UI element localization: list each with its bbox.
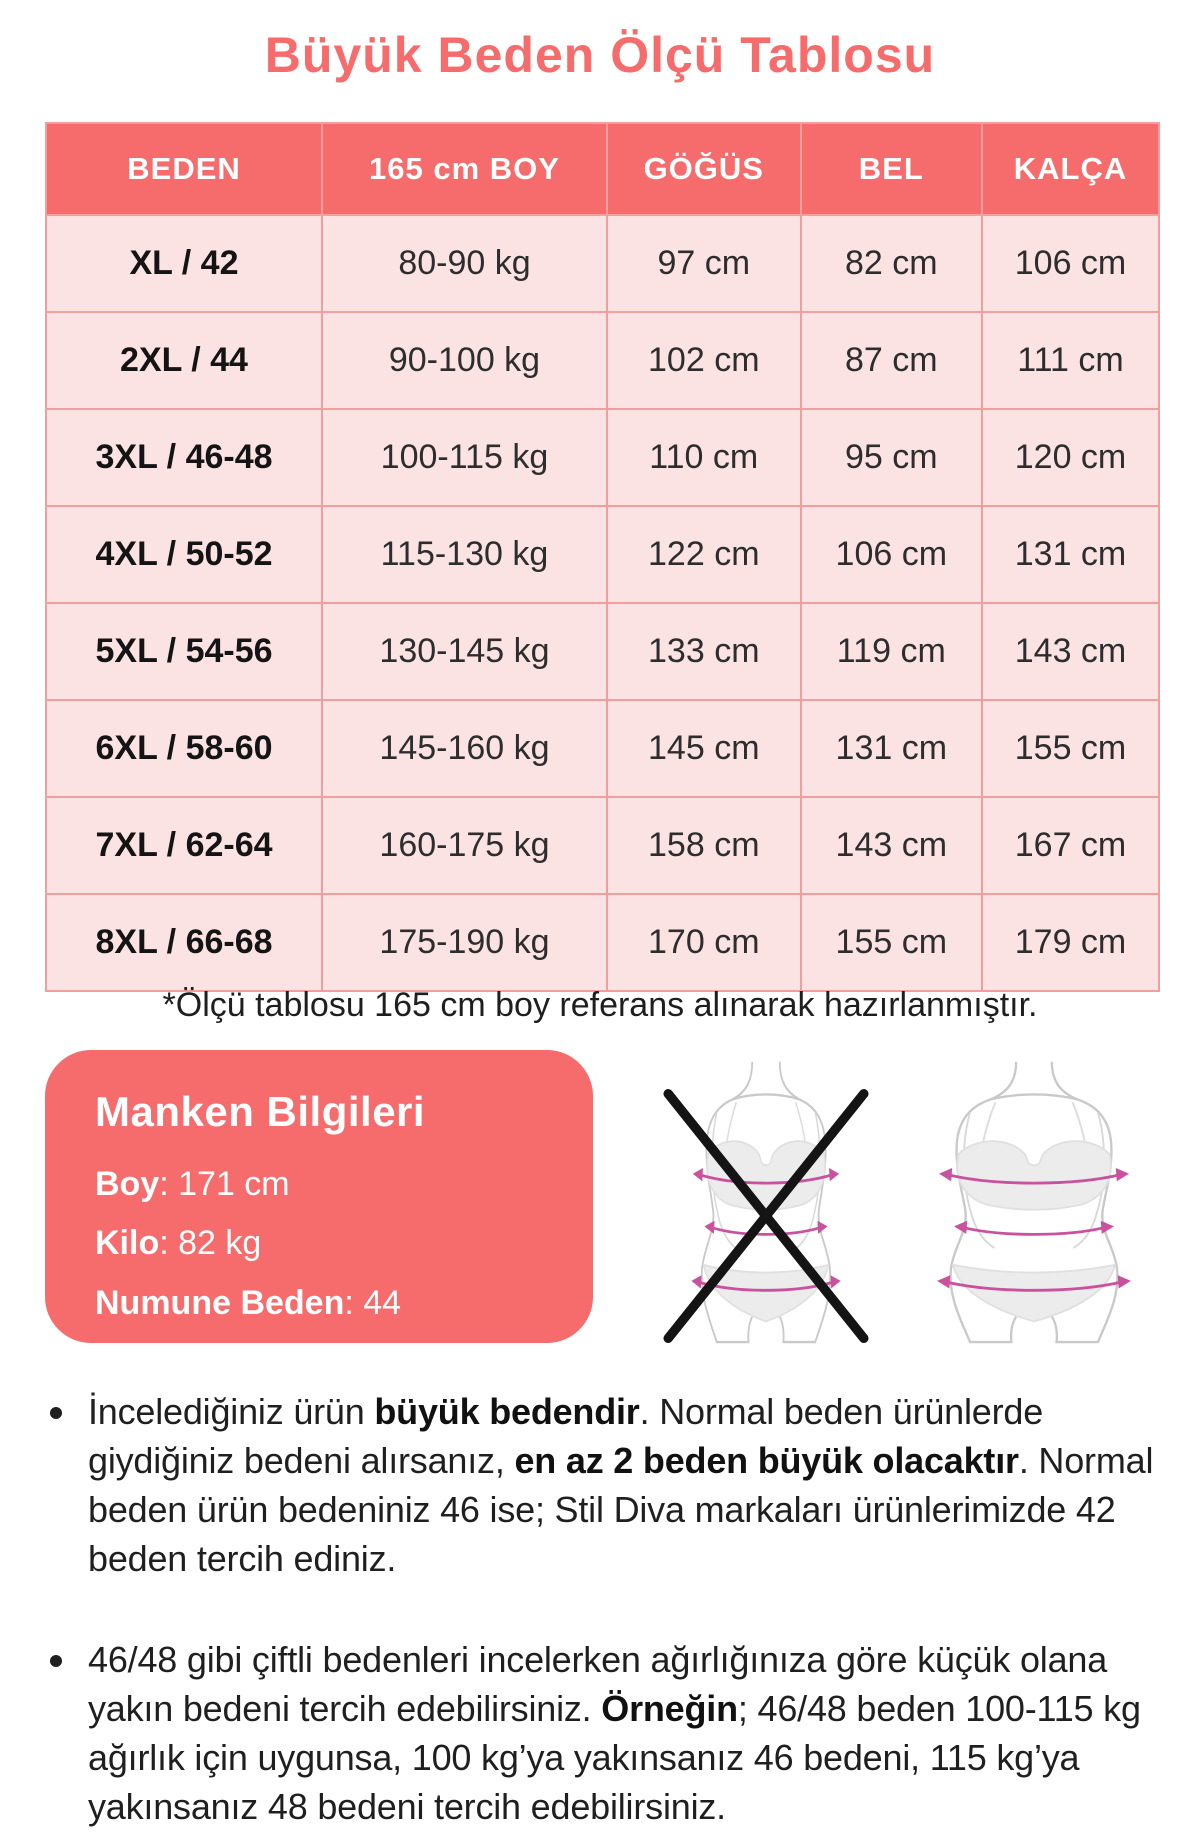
table-row xyxy=(46,797,1159,894)
note-item xyxy=(48,1636,1170,1832)
measure-cell: 160-175 kg xyxy=(322,797,607,894)
measure-cell: 82 cm xyxy=(801,215,982,312)
measure-cell: 130-145 kg xyxy=(322,603,607,700)
size-cell: XL / 42 xyxy=(46,215,322,312)
measure-cell: 97 cm xyxy=(607,215,801,312)
bullet-dot xyxy=(50,1407,62,1419)
note-text: 46/48 gibi çiftli bedenleri incelerken ağırlığınıza göre küçük olana yakın bedeni tercih edebilirsiniz. Örneğin; 46/48 beden 100-115 kg ağırlık için uygunsa, 100 kg’ya yakınsanız 46 bedeni, 115 kg’ya yakınsanız 48 bedeni tercih edebilirsiniz. xyxy=(88,1638,1141,1827)
size-cell: 4XL / 50-52 xyxy=(46,506,322,603)
measure-cell: 115-130 kg xyxy=(322,506,607,603)
measure-cell: 110 cm xyxy=(607,409,801,506)
column-header: GÖĞÜS xyxy=(607,123,801,215)
measure-cell: 80-90 kg xyxy=(322,215,607,312)
measure-cell: 90-100 kg xyxy=(322,312,607,409)
bullet-dot xyxy=(50,1655,62,1667)
note-text: İncelediğiniz ürün büyük bedendir. Normal beden ürünlerde giydiğiniz bedeni alırsanız, en az 2 beden büyük olacaktır. Normal beden ürün bedeniniz 46 ise; Stil Diva markaları ürünlerimizde 42 beden tercih ediniz. xyxy=(88,1391,1154,1579)
measure-cell: 122 cm xyxy=(607,506,801,603)
size-cell: 6XL / 58-60 xyxy=(46,700,322,797)
measure-cell: 102 cm xyxy=(607,312,801,409)
figure-illustrations xyxy=(618,1056,1182,1361)
table-row xyxy=(46,312,1159,409)
model-info-line: Numune Beden: 44 xyxy=(95,1283,402,1322)
table-header-row xyxy=(46,123,1159,215)
column-header: BEL xyxy=(801,123,982,215)
measure-cell: 155 cm xyxy=(801,894,982,991)
measure-cell: 158 cm xyxy=(607,797,801,894)
table-row xyxy=(46,506,1159,603)
model-info-heading: Manken Bilgileri xyxy=(95,1088,426,1135)
measure-cell: 145 cm xyxy=(607,700,801,797)
page-title: Büyük Beden Ölçü Tablosu xyxy=(264,27,936,83)
column-header: 165 cm BOY xyxy=(322,123,607,215)
size-cell: 5XL / 54-56 xyxy=(46,603,322,700)
column-header: KALÇA xyxy=(982,123,1159,215)
measure-cell: 119 cm xyxy=(801,603,982,700)
size-table xyxy=(45,122,1160,992)
model-info-card xyxy=(45,1050,593,1343)
measure-cell: 133 cm xyxy=(607,603,801,700)
model-info-lines xyxy=(95,1160,563,1328)
table-row xyxy=(46,409,1159,506)
model-info-line: Boy: 171 cm xyxy=(95,1165,290,1203)
size-cell: 7XL / 62-64 xyxy=(46,797,322,894)
measure-cell: 120 cm xyxy=(982,409,1159,506)
measure-cell: 87 cm xyxy=(801,312,982,409)
crossed-body-measure-icon xyxy=(653,1058,879,1359)
measure-cell: 106 cm xyxy=(982,215,1159,312)
size-cell: 2XL / 44 xyxy=(46,312,322,409)
measure-cell: 155 cm xyxy=(982,700,1159,797)
measure-cell: 143 cm xyxy=(801,797,982,894)
column-header: BEDEN xyxy=(46,123,322,215)
size-cell: 8XL / 66-68 xyxy=(46,894,322,991)
measure-cell: 95 cm xyxy=(801,409,982,506)
measure-cell: 175-190 kg xyxy=(322,894,607,991)
model-info-line: Kilo: 82 kg xyxy=(95,1224,262,1263)
measure-cell: 131 cm xyxy=(801,700,982,797)
size-cell: 3XL / 46-48 xyxy=(46,409,322,506)
measure-cell: 106 cm xyxy=(801,506,982,603)
measure-cell: 131 cm xyxy=(982,506,1159,603)
measure-cell: 145-160 kg xyxy=(322,700,607,797)
correct-body-measure-icon xyxy=(921,1058,1147,1359)
measure-cell: 100-115 kg xyxy=(322,409,607,506)
table-footnote: *Ölçü tablosu 165 cm boy referans alınarak hazırlanmıştır. xyxy=(162,986,1038,1024)
measure-cell: 143 cm xyxy=(982,603,1159,700)
measure-cell: 179 cm xyxy=(982,894,1159,991)
measure-cell: 167 cm xyxy=(982,797,1159,894)
table-row xyxy=(46,700,1159,797)
table-row xyxy=(46,894,1159,991)
table-row xyxy=(46,215,1159,312)
info-notes xyxy=(48,1388,1170,1832)
table-row xyxy=(46,603,1159,700)
size-table-container xyxy=(45,122,1160,992)
measure-cell: 111 cm xyxy=(982,312,1159,409)
note-item xyxy=(48,1388,1170,1584)
measure-cell: 170 cm xyxy=(607,894,801,991)
